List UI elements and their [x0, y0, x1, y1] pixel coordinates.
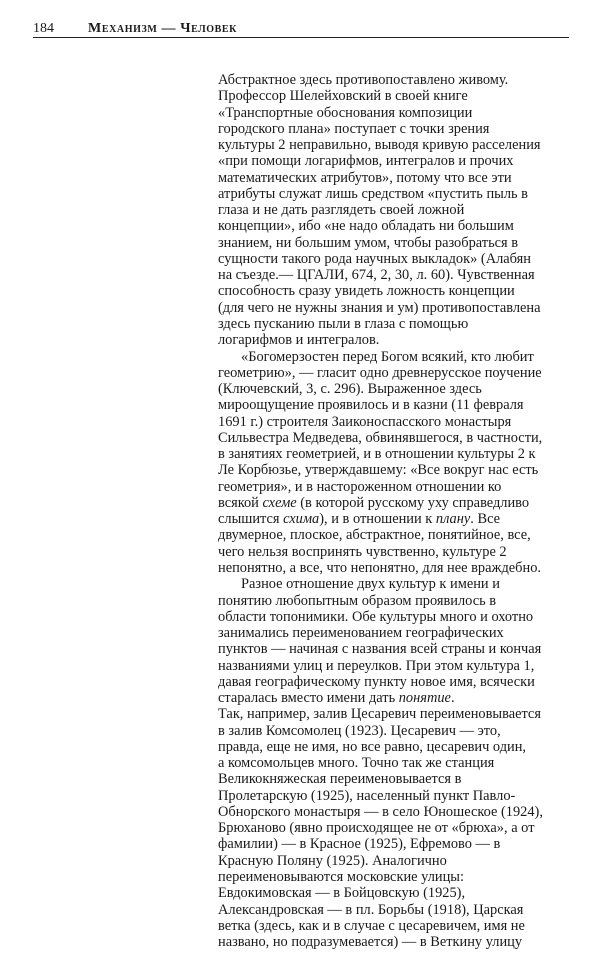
text-segment: пунктов — начиная с названия всей страны и кончая: [218, 641, 542, 658]
text-segment: всякой: [218, 494, 263, 511]
text-line: [218, 170, 578, 186]
italic-term: схима: [283, 511, 320, 528]
text-line: [218, 771, 578, 787]
italic-term: плану: [435, 511, 471, 528]
text-segment: в занятиях геометрией, и в отношении культуры 2 к: [218, 446, 536, 463]
text-line: [218, 365, 578, 381]
text-segment: чего нельзя воспринять чувственно, культуре 2: [218, 543, 507, 560]
text-segment: Абстрактное здесь противопоставлено живому.: [218, 72, 509, 88]
text-line: [218, 511, 578, 527]
text-segment: занимались переименованием географических: [218, 625, 504, 642]
page-number: 184: [33, 21, 54, 36]
text-line: [218, 153, 578, 169]
text-line: [218, 560, 578, 576]
text-segment: Евдокимовская — в Бойцовскую (1925),: [218, 885, 466, 902]
text-segment: логарифмов и интегралов.: [218, 332, 380, 349]
text-segment: способность сразу увидеть ложность концепции: [218, 283, 515, 300]
text-line: [218, 381, 578, 397]
text-segment: Пролетарскую (1925), населенный пункт Павло-: [218, 787, 516, 804]
text-segment: Великокняжеская переименовывается в: [218, 771, 462, 788]
text-segment: на съезде.— ЦГАЛИ, 674, 2, 30, л. 60). Чувственная: [218, 267, 535, 284]
text-segment: ветка (здесь, как и в случае с цесаревичем, имя не: [218, 917, 525, 934]
text-line: [218, 186, 578, 202]
text-line: [218, 527, 578, 543]
text-segment: «Транспортные обоснования композиции: [218, 104, 473, 121]
text-line: [218, 479, 578, 495]
text-line: [218, 88, 578, 104]
text-line: [218, 349, 578, 365]
text-line: [218, 869, 578, 885]
text-segment: 1691 г.) строителя Заиконоспасского монастыря: [218, 413, 512, 430]
text-line: [218, 788, 578, 804]
text-segment: ), и в отношении к: [319, 511, 436, 528]
text-line: [218, 690, 578, 706]
text-segment: названиями улиц и переулков. При этом культура 1,: [218, 657, 535, 674]
running-header: [33, 21, 569, 38]
text-line: [218, 495, 578, 511]
text-segment: городского плана» поступает с точки зрения: [218, 120, 490, 137]
text-segment: двумерное, плоское, абстрактное, понятийное, все,: [218, 527, 531, 544]
text-segment: старалась вместо имени дать: [218, 690, 399, 707]
text-line: [218, 755, 578, 771]
text-segment: сущности такого рода научных выкладок» (Алабян: [218, 250, 531, 267]
body-text: [218, 72, 578, 950]
text-line: [218, 414, 578, 430]
text-segment: а комсомольцев много. Точно так же станция: [218, 755, 495, 772]
text-line: [218, 283, 578, 299]
text-line: [218, 934, 578, 950]
text-line: [218, 267, 578, 283]
text-line: [218, 853, 578, 869]
text-segment: .: [450, 690, 455, 707]
text-segment: мироощущение проявилось и в казни (11 февраля: [218, 397, 524, 414]
text-segment: «Богомерзостен перед Богом всякий, кто любит: [241, 348, 534, 365]
text-line: [218, 72, 578, 88]
text-line: [218, 723, 578, 739]
text-line: [218, 105, 578, 121]
text-segment: давая географическому пункту новое имя, всячески: [218, 673, 535, 690]
text-line: [218, 820, 578, 836]
text-line: [218, 902, 578, 918]
text-segment: Профессор Шелейховский в своей книге: [218, 88, 468, 105]
text-line: [218, 625, 578, 641]
text-segment: Так, например, залив Цесаревич переименовывается: [218, 706, 541, 723]
text-segment: культуры 2 неправильно, выводя кривую расселения: [218, 137, 541, 154]
text-segment: Александровская — в пл. Борьбы (1918), Царская: [218, 901, 524, 918]
text-segment: . Все: [470, 511, 501, 528]
text-line: [218, 202, 578, 218]
text-segment: концепции», ибо «не надо обладать ни большим: [218, 218, 514, 235]
text-segment: в залив Комсомолец (1923). Цесаревич — это,: [218, 722, 501, 739]
text-segment: «при помощи логарифмов, интегралов и прочих: [218, 153, 514, 170]
text-line: [218, 218, 578, 234]
text-segment: геометрию», — гласит одно древнерусское поучение: [218, 364, 542, 381]
text-segment: математических атрибутов», потому что все эти: [218, 169, 512, 186]
text-segment: Сильвестра Медведева, обвинявшегося, в частности,: [218, 429, 543, 446]
text-line: [218, 251, 578, 267]
text-segment: Разное отношение двух культур к имени и: [241, 576, 500, 593]
text-line: [218, 544, 578, 560]
text-line: [218, 836, 578, 852]
text-line: [218, 300, 578, 316]
text-line: [218, 641, 578, 657]
text-line: [218, 609, 578, 625]
text-segment: (в которой русскому уху справедливо: [296, 494, 530, 511]
text-segment: Красную Поляну (1925). Аналогично: [218, 852, 447, 869]
text-line: [218, 658, 578, 674]
text-segment: знанием, ни большим умом, чтобы разобраться в: [218, 234, 519, 251]
text-segment: непонятно, а все, что непонятно, для нее враждебно.: [218, 559, 541, 576]
text-line: [218, 885, 578, 901]
text-line: [218, 316, 578, 332]
text-segment: здесь пусканию пыли в глаза с помощью: [218, 315, 469, 332]
text-line: [218, 918, 578, 934]
text-line: [218, 446, 578, 462]
text-segment: понятию любопытным образом проявилось в: [218, 592, 497, 609]
text-line: [218, 332, 578, 348]
italic-term: схеме: [262, 494, 297, 511]
text-segment: переименовываются московские улицы:: [218, 869, 464, 886]
text-line: [218, 235, 578, 251]
chapter-title: Механизм — Человек: [88, 21, 238, 36]
text-segment: слышится: [218, 511, 284, 528]
text-line: [218, 706, 578, 722]
text-line: [218, 430, 578, 446]
italic-term: понятие: [398, 690, 451, 707]
text-line: [218, 137, 578, 153]
text-segment: области топонимики. Обе культуры много и охотно: [218, 608, 534, 625]
text-segment: атрибуты служат лишь средством «пустить пыль в: [218, 185, 528, 202]
text-segment: геометрия», и в настороженном отношении ко: [218, 478, 502, 495]
text-segment: Брюханово (явно происходящее не от «брюха», а от: [218, 820, 535, 837]
text-line: [218, 739, 578, 755]
text-segment: (Ключевский, 3, с. 296). Выраженное здесь: [218, 381, 482, 398]
text-segment: Ле Корбюзье, утверждавшему: «Все вокруг нас есть: [218, 462, 539, 479]
text-line: [218, 576, 578, 592]
text-line: [218, 121, 578, 137]
text-segment: фамилии) — в Красное (1925), Ефремово — в: [218, 836, 501, 853]
text-line: [218, 593, 578, 609]
text-line: [218, 462, 578, 478]
text-segment: названо, но подразумевается) — в Веткину улицу: [218, 934, 523, 951]
text-segment: глаза и не дать разглядеть своей ложной: [218, 202, 465, 219]
text-segment: Обнорского монастыря — в село Юношеское (1924),: [218, 803, 543, 820]
text-segment: (для чего не нужны знания и ум) противопоставлена: [218, 299, 541, 316]
text-line: [218, 674, 578, 690]
text-line: [218, 397, 578, 413]
text-segment: правда, еще не имя, но все равно, цесаревич один,: [218, 738, 527, 755]
text-line: [218, 804, 578, 820]
